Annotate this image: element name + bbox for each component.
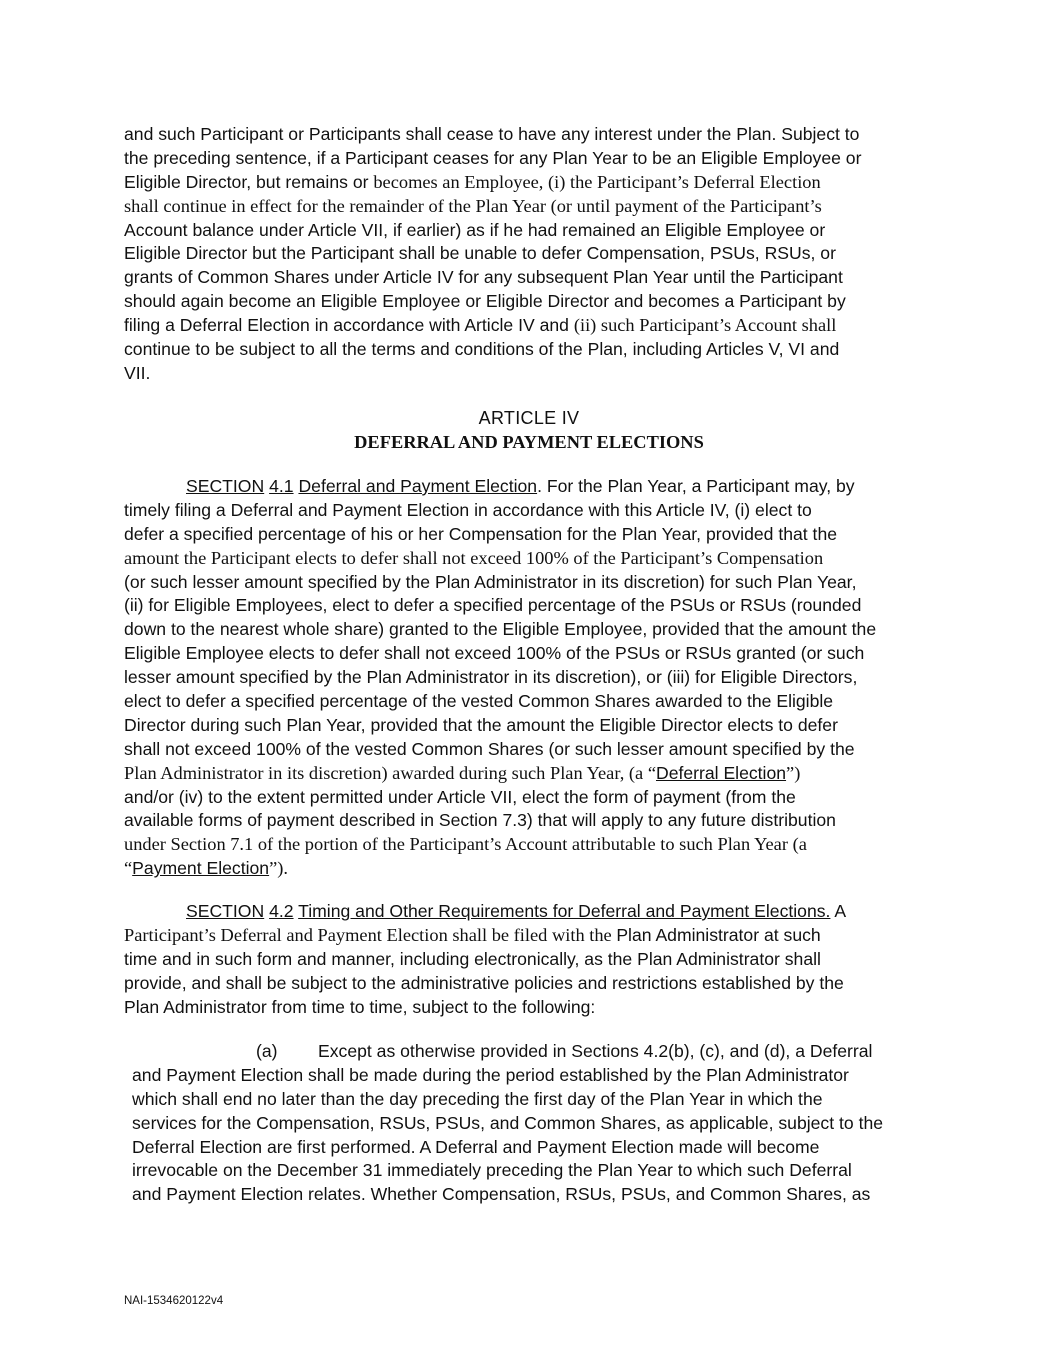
text-segment: and Payment Election relates. Whether Compensation, RSUs, PSUs, and Common Shares, as bbox=[132, 1184, 871, 1205]
text-segment: Plan Administrator at such bbox=[616, 924, 821, 945]
text-segment: provide, and shall be subject to the administrative policies and restrictions established by the bbox=[124, 972, 844, 993]
text-line bbox=[124, 972, 934, 996]
text-segment: services for the Compensation, RSUs, PSUs, and Common Shares, as applicable, subject to the bbox=[132, 1112, 884, 1133]
underlined-term: 4.1 bbox=[269, 476, 294, 496]
text-segment: shall not exceed 100% of the vested Common Shares (or such lesser amount specified by the bbox=[124, 738, 855, 759]
text-segment: Account balance under Article VII, if earlier) as if he had remained an Eligible Employee or bbox=[124, 219, 826, 240]
text-segment: grants of Common Shares under Article IV for any subsequent Plan Year until the Participant bbox=[124, 267, 843, 288]
text-line bbox=[132, 1136, 932, 1160]
text-line bbox=[124, 833, 934, 857]
underlined-term: SECTION bbox=[186, 901, 265, 921]
document-id-footer: NAI-1534620122v4 bbox=[124, 1295, 224, 1307]
text-line bbox=[124, 714, 934, 738]
text-line bbox=[124, 475, 934, 499]
underlined-term: Timing and Other Requirements for Deferral and Payment Elections. bbox=[298, 901, 831, 921]
text-line bbox=[124, 571, 934, 595]
text-segment: timely filing a Deferral and Payment Election in accordance with this Article IV, (i) elect to bbox=[124, 499, 812, 520]
text-segment: and Payment Election shall be made during the period established by the Plan Administrator bbox=[132, 1064, 849, 1085]
subsection-label: (a) bbox=[256, 1041, 278, 1061]
text-segment: should again become an Eligible Employee or Eligible Director and becomes a Participant by bbox=[124, 291, 846, 312]
text-segment: . For the Plan Year, a Participant may, by bbox=[537, 476, 855, 496]
text-segment: and/or (iv) to the extent permitted under Article VII, elect the form of payment (from the bbox=[124, 786, 796, 807]
text-line bbox=[124, 996, 934, 1020]
text-line bbox=[124, 900, 934, 924]
underlined-term: Deferral Election bbox=[655, 762, 787, 783]
text-segment: becomes an Employee, (i) the Participant’s Deferral Election bbox=[373, 171, 821, 192]
text-line bbox=[124, 290, 934, 314]
text-segment: (or such lesser amount specified by the Plan Administrator in its discretion) for such Plan Year, bbox=[124, 571, 857, 592]
text-line bbox=[124, 219, 934, 243]
text-line bbox=[124, 924, 934, 948]
text-line bbox=[124, 195, 934, 219]
text-line bbox=[124, 266, 934, 290]
text-segment: time and in such form and manner, including electronically, as the Plan Administrator shall bbox=[124, 948, 821, 969]
text-segment: VII. bbox=[124, 362, 151, 383]
article-heading bbox=[124, 406, 934, 454]
text-segment: (ii) such Participant’s Account shall bbox=[573, 315, 837, 336]
text-line bbox=[124, 618, 934, 642]
text-line bbox=[132, 1159, 932, 1183]
text-line bbox=[124, 948, 934, 972]
text-segment: irrevocable on the December 31 immediately preceding the Plan Year to which such Deferral bbox=[132, 1160, 852, 1181]
text-segment: Director during such Plan Year, provided that the amount the Eligible Director elects to defer bbox=[124, 714, 838, 735]
text-line bbox=[124, 786, 934, 810]
text-segment: Plan Administrator in its discretion) awarded during such Plan Year, (a “ bbox=[124, 762, 656, 783]
text-segment: filing a Deferral Election in accordance with Article IV and bbox=[124, 315, 574, 336]
paragraph-continuation bbox=[124, 123, 934, 386]
text-segment: Participant’s Deferral and Payment Election shall be filed with the bbox=[124, 924, 617, 945]
text-segment: under Section 7.1 of the portion of the Participant’s Account attributable to such Plan Year (a bbox=[124, 834, 807, 855]
text-segment: elect to defer a specified percentage of the vested Common Shares awarded to the Eligible bbox=[124, 691, 834, 712]
text-segment: Deferral Election are first performed. A Deferral and Payment Election made will become bbox=[132, 1136, 820, 1157]
text-line bbox=[132, 1040, 932, 1064]
text-line bbox=[124, 547, 934, 571]
text-line bbox=[124, 242, 934, 266]
text-line bbox=[124, 338, 934, 362]
text-line bbox=[124, 738, 934, 762]
text-segment: “ bbox=[124, 858, 133, 879]
text-segment: Plan Administrator from time to time, subject to the following: bbox=[124, 996, 596, 1017]
text-segment: Eligible Employee elects to defer shall not exceed 100% of the PSUs or RSUs granted (or such bbox=[124, 643, 865, 664]
text-segment: Eligible Director but the Participant shall be unable to defer Compensation, PSUs, RSUs, or bbox=[124, 243, 836, 264]
text-segment: defer a specified percentage of his or her Compensation for the Plan Year, provided that the bbox=[124, 523, 838, 544]
text-line bbox=[124, 762, 934, 786]
text-segment: Eligible Director, but remains or bbox=[124, 171, 374, 192]
text-line bbox=[124, 594, 934, 618]
text-line bbox=[124, 690, 934, 714]
text-line bbox=[132, 1088, 932, 1112]
text-segment: lesser amount specified by the Plan Administrator in its discretion), or (iii) for Eligible Directors, bbox=[124, 667, 858, 688]
text-segment: and such Participant or Participants shall cease to have any interest under the Plan. Subject to bbox=[124, 124, 860, 144]
underlined-term: Payment Election bbox=[132, 858, 270, 879]
text-segment: Except as otherwise provided in Sections 4.2(b), (c), and (d), a Deferral bbox=[318, 1041, 873, 1061]
text-line bbox=[124, 123, 934, 147]
text-segment: down to the nearest whole share) granted to the Eligible Employee, provided that the amount the bbox=[124, 619, 877, 640]
text-line bbox=[132, 1064, 932, 1088]
text-line bbox=[124, 362, 934, 386]
text-segment: ”). bbox=[269, 858, 288, 879]
text-line bbox=[124, 809, 934, 833]
text-segment: the preceding sentence, if a Participant ceases for any Plan Year to be an Eligible Employee or bbox=[124, 147, 862, 168]
text-segment: amount the Participant elects to defer shall not exceed 100% of the Participant’s Compensation bbox=[124, 547, 824, 568]
article-title: ARTICLE IV bbox=[478, 408, 580, 428]
underlined-term: Deferral and Payment Election bbox=[298, 476, 538, 496]
text-line bbox=[124, 147, 934, 171]
text-segment: shall continue in effect for the remainder of the Plan Year (or until payment of the Participant’s bbox=[124, 195, 822, 216]
text-segment: A bbox=[830, 901, 847, 921]
section-4-2-paragraph bbox=[124, 900, 934, 1019]
text-line bbox=[124, 314, 934, 338]
text-line bbox=[124, 499, 934, 523]
underlined-term: 4.2 bbox=[269, 901, 294, 921]
text-line bbox=[132, 1183, 932, 1207]
text-segment: ”) bbox=[786, 762, 801, 783]
text-line bbox=[124, 857, 934, 881]
text-segment: continue to be subject to all the terms and conditions of the Plan, including Articles V, VI and bbox=[124, 339, 840, 360]
text-segment: available forms of payment described in Section 7.3) that will apply to any future distribution bbox=[124, 810, 836, 831]
text-line bbox=[124, 171, 934, 195]
text-segment: which shall end no later than the day preceding the first day of the Plan Year in which the bbox=[132, 1088, 823, 1109]
text-line bbox=[124, 523, 934, 547]
subsection-a-paragraph bbox=[132, 1040, 932, 1207]
underlined-term: SECTION bbox=[186, 476, 265, 496]
text-line bbox=[132, 1112, 932, 1136]
article-subtitle: DEFERRAL AND PAYMENT ELECTIONS bbox=[354, 432, 704, 452]
text-segment: (ii) for Eligible Employees, elect to defer a specified percentage of the PSUs or RSUs (rounded bbox=[124, 595, 862, 616]
text-line bbox=[124, 666, 934, 690]
text-line bbox=[124, 642, 934, 666]
section-4-1-paragraph bbox=[124, 475, 934, 881]
